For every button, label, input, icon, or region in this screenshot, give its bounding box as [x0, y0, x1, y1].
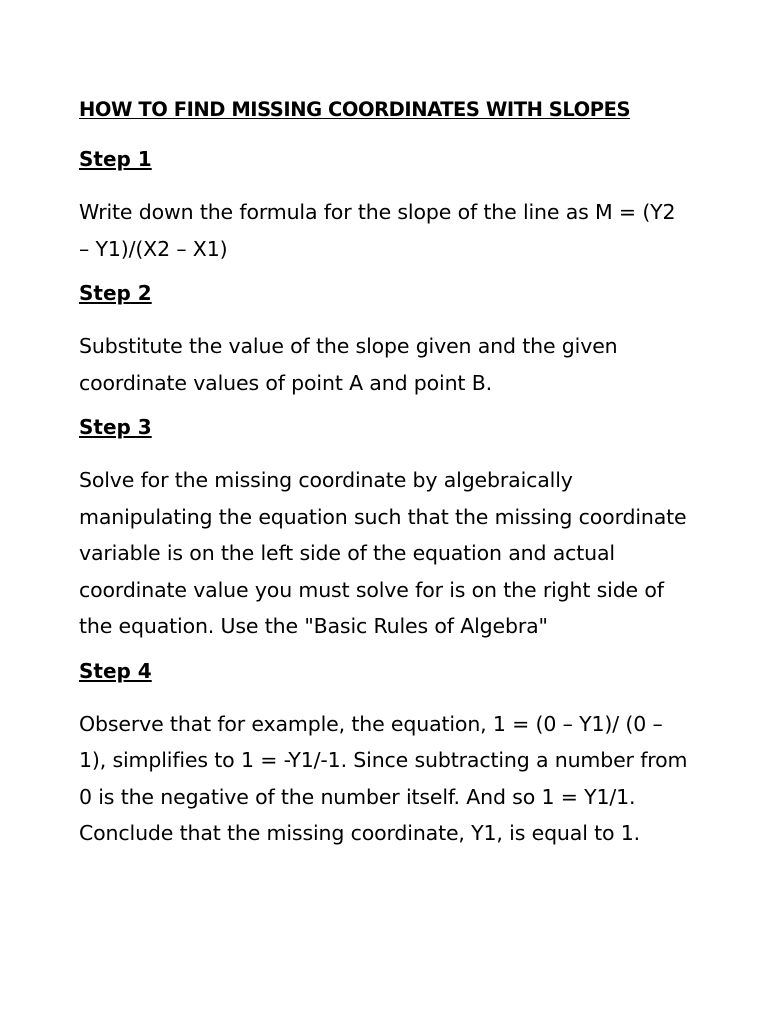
step-1-section — [79, 145, 689, 267]
step-1-text: Write down the formula for the slope of the line as M = (Y2 – Y1)/(X2 – X1) — [79, 200, 676, 261]
step-2-heading: Step 2 — [79, 281, 152, 305]
step-4-text: Observe that for example, the equation, 1 = (0 – Y1)/ (0 – 1), simplifies to 1 = -Y1/-1. Since subtracting a number from 0 is the negative of the number itself. And so 1 = Y1/1. Conclude that the missing coordinate, Y1, is equal to 1. — [79, 711, 688, 845]
document-page — [79, 96, 689, 864]
step-4-heading: Step 4 — [79, 658, 152, 683]
document-title: HOW TO FIND MISSING COORDINATES WITH SLOPES — [79, 98, 631, 121]
step-1-heading: Step 1 — [79, 147, 152, 171]
step-3-text: Solve for the missing coordinate by algebraically manipulating the equation such that the missing coordinate variable is on the left side of the equation and actual coordinate value you must solve for is on the right side of the equation. Use the "Basic Rules of Algebra" — [79, 468, 687, 638]
step-2-text: Substitute the value of the slope given and the given coordinate values of point A and point B. — [79, 334, 618, 395]
step-3-section — [79, 413, 689, 645]
step-2-section — [79, 279, 689, 401]
step-4-section — [79, 657, 689, 852]
step-3-heading: Step 3 — [79, 415, 152, 439]
